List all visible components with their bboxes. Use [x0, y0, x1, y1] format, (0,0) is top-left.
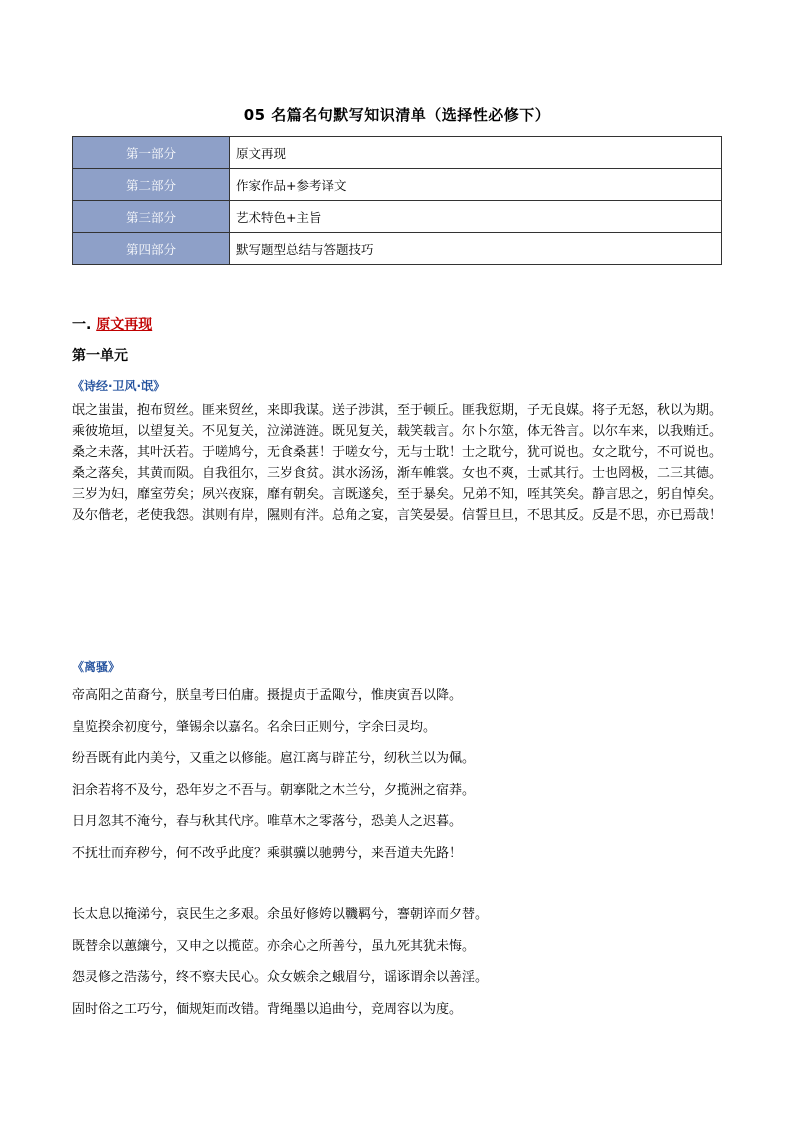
poem-line: 固时俗之工巧兮，偭规矩而改错。背绳墨以追曲兮，竞周容以为度。: [72, 1001, 463, 1017]
poem-paragraph: 桑之落矣，其黄而陨。自我徂尔，三岁食贫。淇水汤汤，渐车帷裳。女也不爽，士贰其行。士也罔极，二三其德。: [72, 466, 723, 481]
contents-row: [73, 137, 722, 169]
poem-paragraph: 及尔偕老，老使我怨。淇则有岸，隰则有泮。总角之宴，言笑晏晏。信誓旦旦，不思其反。反是不思，亦已焉哉！: [72, 508, 723, 523]
contents-part-description: 作家作品+参考译文: [230, 169, 722, 201]
contents-part-label: 第四部分: [73, 233, 230, 265]
poem-line: 皇览揆余初度兮，肇锡余以嘉名。名余曰正则兮，字余曰灵均。: [72, 719, 437, 735]
contents-part-description: 默写题型总结与答题技巧: [230, 233, 722, 265]
contents-part-label: 第二部分: [73, 169, 230, 201]
poem-text: [72, 400, 722, 526]
poem-line: 既替余以蕙纕兮，又申之以揽茝。亦余心之所善兮，虽九死其犹未悔。: [72, 938, 476, 954]
poem-line: 不抚壮而弃秽兮，何不改乎此度？乘骐骥以驰骋兮，来吾道夫先路！: [72, 845, 463, 861]
contents-part-label: 第一部分: [73, 137, 230, 169]
poem-paragraph: 三岁为妇，靡室劳矣；夙兴夜寐，靡有朝矣。言既遂矣，至于暴矣。兄弟不知，咥其笑矣。静言思之，躬自悼矣。: [72, 487, 723, 502]
contents-part-label: 第三部分: [73, 201, 230, 233]
poem-paragraph: 氓之蚩蚩，抱布贸丝。匪来贸丝，来即我谋。送子涉淇，至于顿丘。匪我愆期，子无良媒。将子无怒，秋以为期。: [72, 403, 723, 418]
poem-paragraph: 乘彼垝垣，以望复关。不见复关，泣涕涟涟。既见复关，载笑载言。尔卜尔筮，体无咎言。以尔车来，以我贿迁。: [72, 424, 723, 439]
work-title: 《诗经·卫风·氓》: [72, 379, 166, 393]
contents-row: [73, 233, 722, 265]
poem-paragraph: 桑之未落，其叶沃若。于嗟鸠兮，无食桑葚！于嗟女兮，无与士耽！士之耽兮，犹可说也。女之耽兮，不可说也。: [72, 445, 723, 460]
section-number: 一.: [72, 317, 92, 333]
poem-line: 怨灵修之浩荡兮，终不察夫民心。众女嫉余之蛾眉兮，谣诼谓余以善淫。: [72, 970, 489, 985]
contents-part-description: 艺术特色+主旨: [230, 201, 722, 233]
work-title: 《离骚》: [72, 660, 121, 674]
poem-line: 帝高阳之苗裔兮，朕皇考曰伯庸。摄提贞于孟陬兮，惟庚寅吾以降。: [72, 688, 463, 703]
poem-line: 纷吾既有此内美兮，又重之以修能。扈江离与辟芷兮，纫秋兰以为佩。: [72, 751, 476, 766]
document-title: 05 名篇名句默写知识清单（选择性必修下）: [243, 106, 551, 124]
section-heading: [72, 314, 152, 334]
poem-text: [72, 686, 722, 1031]
unit-title: 第一单元: [72, 348, 128, 364]
poem-line: 汩余若将不及兮，恐年岁之不吾与。朝搴阰之木兰兮，夕揽洲之宿莽。: [72, 782, 476, 798]
blank-line: [72, 875, 722, 905]
contents-part-description: 原文再现: [230, 137, 722, 169]
poem-line: 长太息以掩涕兮，哀民生之多艰。余虽好修姱以鞿羁兮，謇朝谇而夕替。: [72, 907, 489, 922]
contents-row: [73, 201, 722, 233]
contents-row: [73, 169, 722, 201]
contents-table: [72, 136, 722, 265]
poem-line: 日月忽其不淹兮，春与秋其代序。唯草木之零落兮，恐美人之迟暮。: [72, 814, 463, 829]
section-label: 原文再现: [96, 317, 153, 333]
